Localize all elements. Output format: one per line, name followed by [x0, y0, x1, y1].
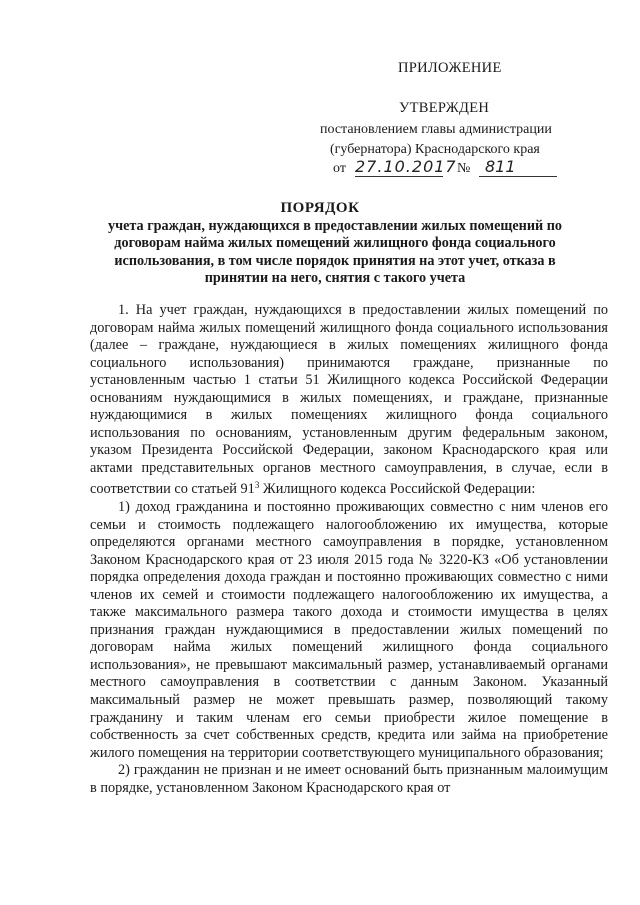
approved-label: УТВЕРЖДЕН	[399, 100, 490, 116]
approved-by-line: постановлением главы администрации	[320, 122, 552, 137]
paragraph-1-text: 1. На учет граждан, нуждающихся в предоставлении жилых помещений по договорам найма жилых помещений жилищного фонда социального использования (далее – граждане, нуждающиеся в жилых помещениях жилищного фонда социального использования) принимаются граждане, признанные по установленным частью 1 статьи 51 Жилищного кодекса Российской Федерации основаниям нуждающимися в жилых помещениях, и граждане, признанные нуждающимися в жилых помещениях жилищного фонда социального использования по основаниям, установленным другим федеральным законом, указом Президента Российской Федерации, законом Краснодарского края или актами представительных органов местного самоуправления, в случае, если в соответствии со статьей 91	[90, 302, 608, 498]
appendix-label: ПРИЛОЖЕНИЕ	[398, 60, 502, 76]
paragraph-item-1: 1) доход гражданина и постоянно проживающих совместно с ним членов его семьи и стоимость подлежащего налогообложению их имущества, которые определяются органами местного самоуправления в порядке, установленном Законом Краснодарского края от 23 июля 2015 года № 3220-КЗ «Об установлении порядка определения дохода граждан и постоянно проживающих совместно с ними членов их семей и стоимости подлежащего налогообложению их имущества, а также максимального размера такого дохода и стоимости имущества в целях признания граждан нуждающимися в предоставлении жилых помещений по договорам найма жилых помещений жилищного фонда социального использования», не превышают максимальный размер, устанавливаемый органами местного самоуправления в соответствии с данным Законом. Указанный максимальный размер не может превышать размер, позволяющий такому гражданину и таким членам его семьи приобрести жилое помещение в собственность за счет собственных средств, кредита или займа на приобретение жилого помещения на территории соответствующего муниципального образования;	[90, 499, 608, 761]
article-superscript: 3	[254, 480, 260, 491]
handwritten-number: 811	[479, 157, 557, 177]
document-subtitle: учета граждан, нуждающихся в предоставлении жилых помещений по договорам найма жилых помещений жилищного фонда социального использования, в том числе порядок принятия на этот учет, отказа в принятии на него, снятия с такого учета	[108, 218, 562, 287]
document-title: ПОРЯДОК	[280, 200, 360, 216]
number-prefix: №	[457, 161, 471, 176]
document-body	[90, 302, 608, 797]
date-prefix: от	[333, 161, 346, 176]
approved-by-line-2: (губернатора) Краснодарского края	[330, 142, 540, 157]
paragraph-item-2: 2) гражданин не признан и не имеет оснований быть признанным малоимущим в порядке, установленном Законом Краснодарского края от	[90, 762, 608, 796]
handwritten-date: 27.10.2017	[355, 157, 457, 176]
paragraph-1	[90, 302, 608, 499]
date-number-row	[333, 157, 613, 181]
paragraph-1-end: Жилищного кодекса Российской Федерации:	[259, 481, 536, 498]
